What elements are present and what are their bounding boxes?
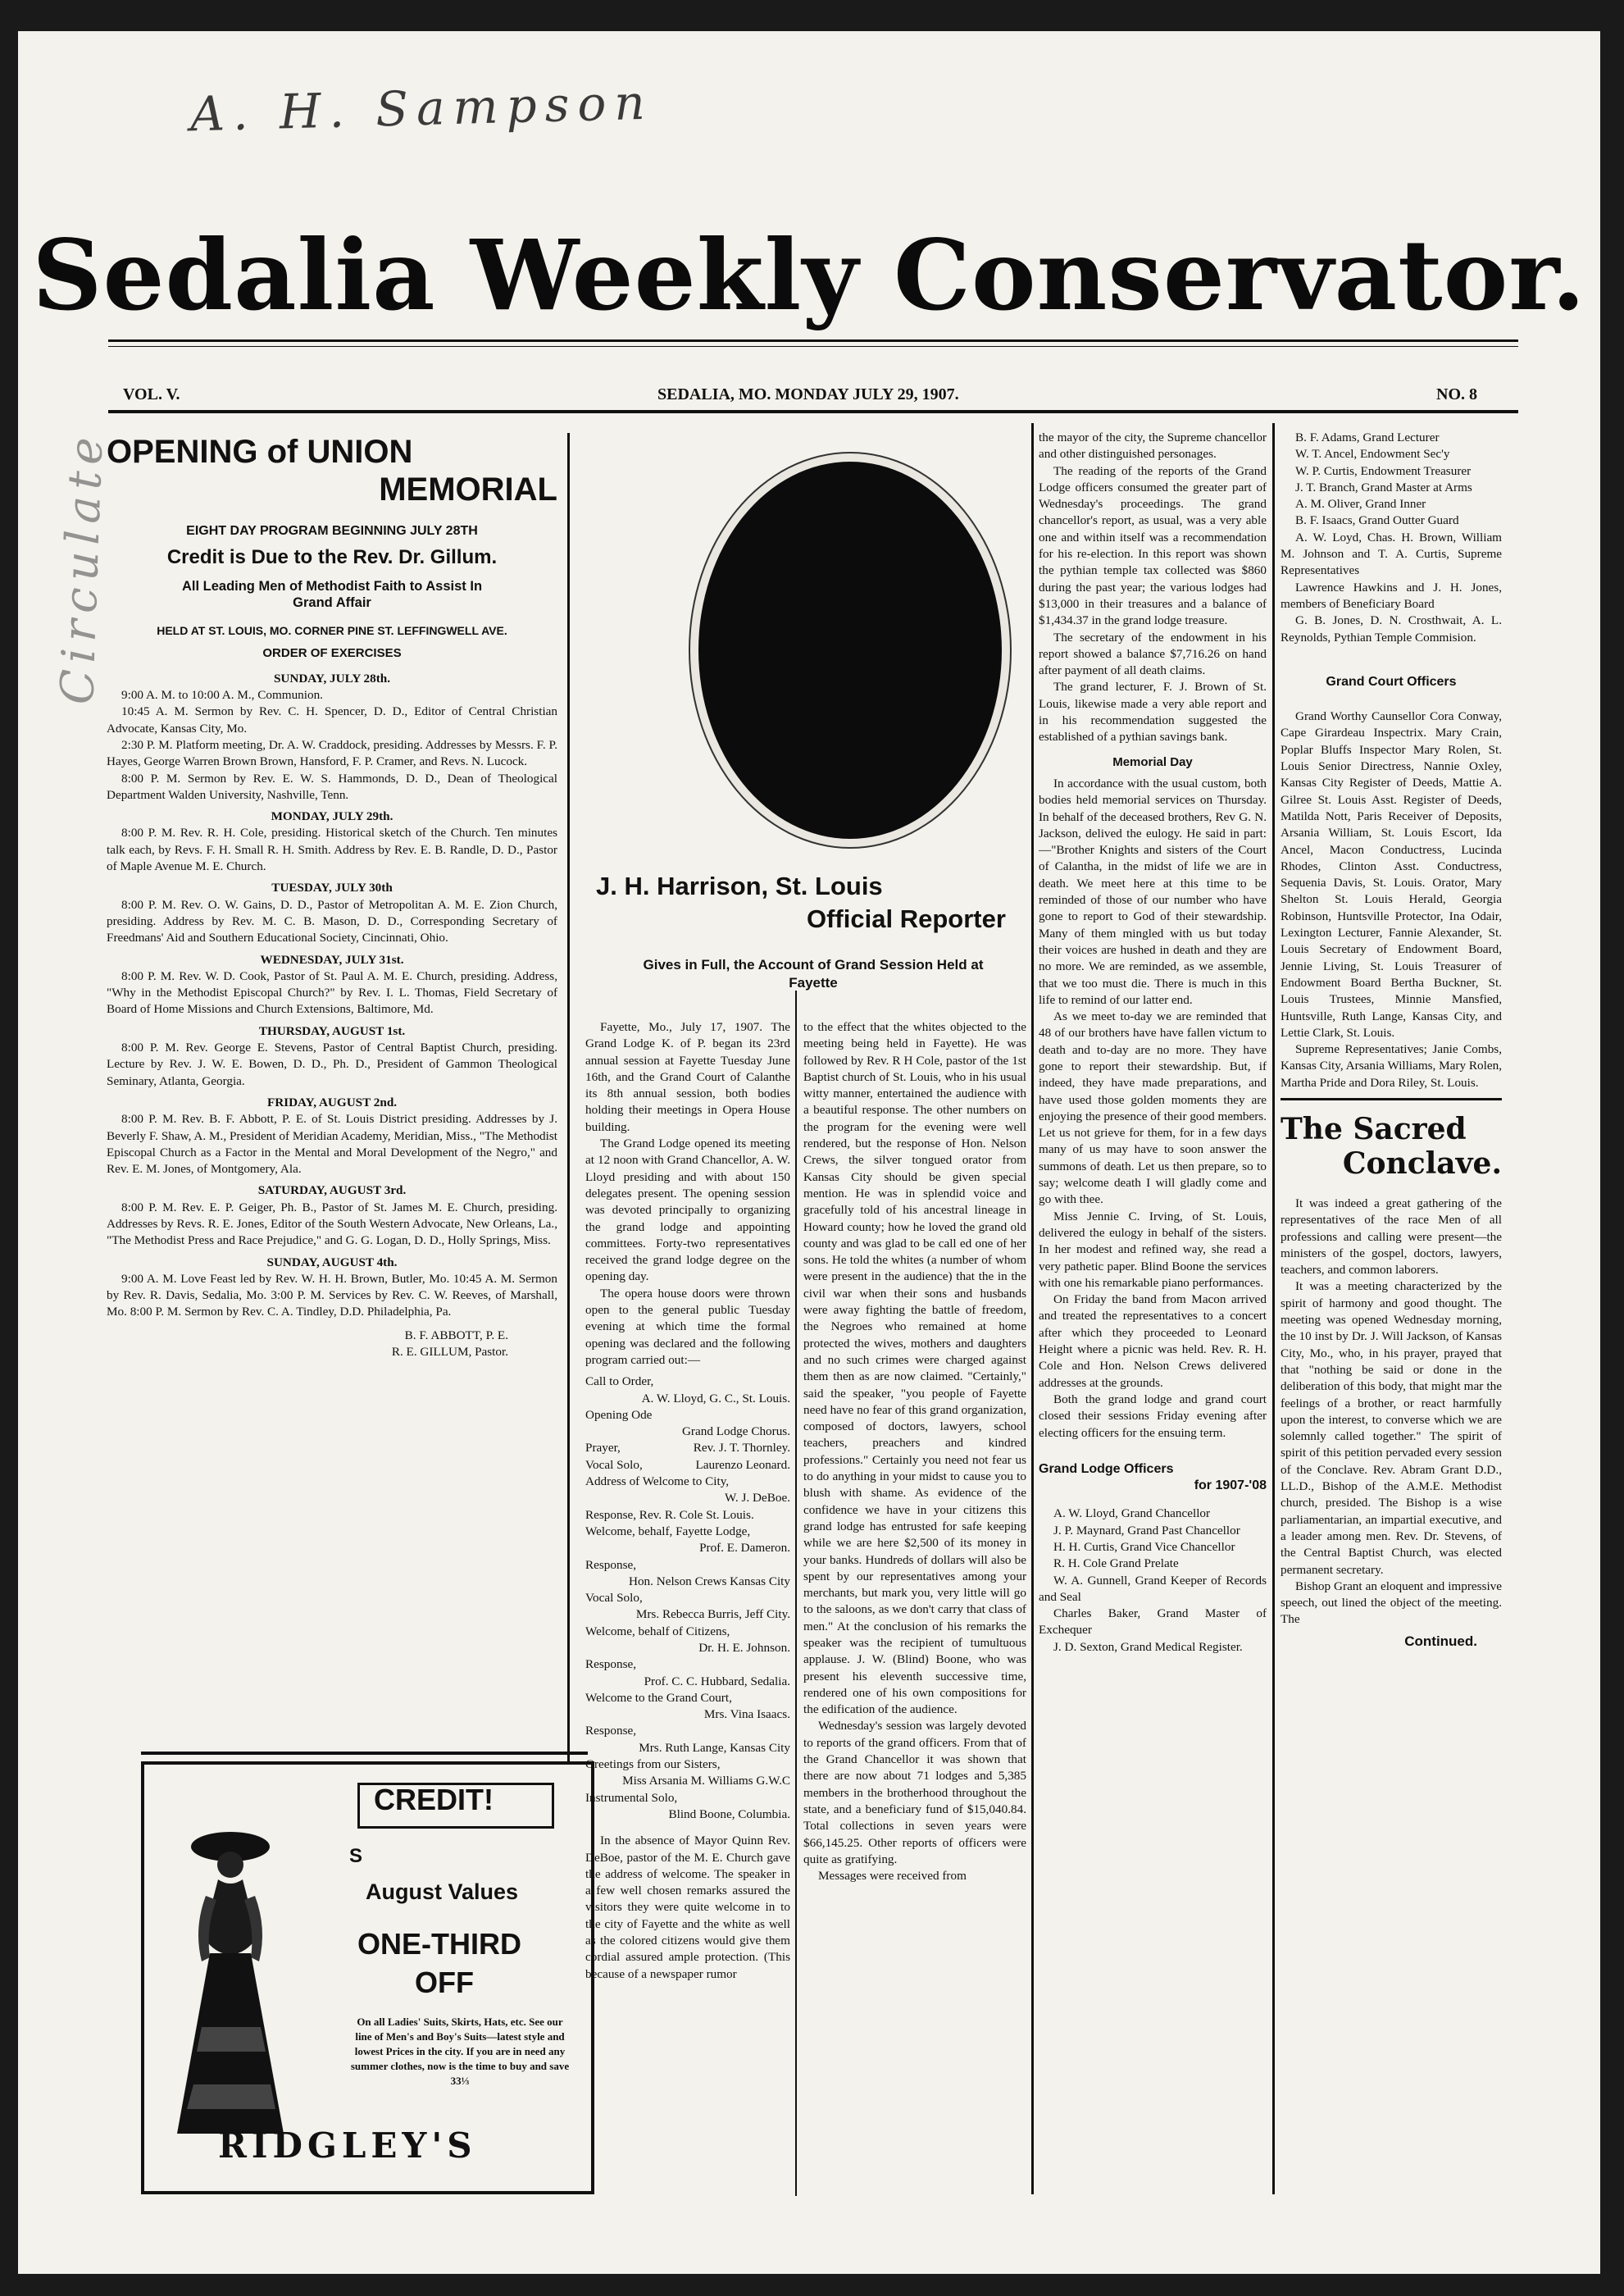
paragraph: The Grand Lodge opened its meeting at 12 noon with Grand Chancellor, A. W. Lloyd presiding and with about 150 delegates present. The opening session was devoted principally to organizing the grand lodge and appointing committees. Forty-two representatives received the grand lodge degree on the opening day. bbox=[585, 1137, 790, 1284]
paragraph: In accordance with the usual custom, both bodies held memorial services on Thursday. In behalf of the deceased brothers, Rev G. N. Jackson, delived the eulogy. He said in part:—"Brother Knights and sisters of the Court of Calantha, in the midst of life we are in death. We meet here at this time to be reminded of those of our number who have gone to report to God of their stewardship. Many of them mingled with us but today their voices are hushed in death and they are no more. We are reminded, as we assemble, that we too must die. There is much in this life to remind of our latter end. bbox=[1039, 776, 1267, 1007]
paragraph: It was indeed a great gathering of the representatives of the race Men of all professions and calling were present—the ministers of the gospel, doctors, lawyers, teachers, and common laborers. bbox=[1281, 1196, 1502, 1278]
masthead-rule-thin bbox=[108, 346, 1518, 347]
paragraph: On Friday the band from Macon arrived and treated the representatives to a concert after which they proceeded to Leonard Height where a picnic was held. Rev. R. H. Cole and Hon. Nelson Crews delivered addresses at the grounds. bbox=[1039, 1292, 1267, 1390]
fashion-lady-illustration bbox=[169, 1814, 292, 2142]
signature: B. F. ABBOTT, P. E. bbox=[404, 1328, 508, 1342]
program-line: Mrs. Ruth Lange, Kansas City bbox=[639, 1740, 790, 1755]
column-rule bbox=[1031, 423, 1034, 2194]
paragraph: Supreme Representatives; Janie Combs, Kansas City, Arsania Williams, Mary Rolen, Martha Pride and Dora Riley, St. Louis. bbox=[1281, 1042, 1502, 1090]
day-heading: TUESDAY, JULY 30th bbox=[271, 881, 393, 895]
issue-number: NO. 8 bbox=[1436, 385, 1477, 403]
dateline: SEDALIA, MO. MONDAY JULY 29, 1907. bbox=[657, 385, 959, 403]
deck: EIGHT DAY PROGRAM BEGINNING JULY 28TH bbox=[186, 524, 478, 538]
article-grand-lodge bbox=[1039, 430, 1267, 2193]
ridgleys-advertisement bbox=[141, 1761, 594, 2194]
article-union-memorial bbox=[107, 433, 557, 1745]
officer: J. D. Sexton, Grand Medical Register. bbox=[1053, 1639, 1243, 1654]
section-heading: Memorial Day bbox=[1112, 754, 1193, 769]
program-line: W. J. DeBoe. bbox=[724, 1491, 790, 1506]
paragraph: In the absence of Mayor Quinn Rev. DeBoe, pastor of the M. E. Church gave the address of welcome. The speaker in a few well chosen remarks assured the visitors they were quite welcome in to the city of Fayette and the white as well as the colored citizens would give them cordial assured ample protection. (This because of a newspaper rumor bbox=[585, 1834, 790, 1981]
program-line: Dr. H. E. Johnson. bbox=[698, 1640, 790, 1655]
officer: Lawrence Hawkins and J. H. Jones, members of Beneficiary Board bbox=[1281, 580, 1502, 611]
paragraph: Messages were received from bbox=[818, 1869, 967, 1884]
program-line: Blind Boone, Columbia. bbox=[668, 1806, 790, 1821]
program-line: Greetings from our Sisters, bbox=[585, 1757, 721, 1772]
program-line: Miss Arsania M. Williams G.W.C bbox=[622, 1774, 790, 1788]
officer: J. P. Maynard, Grand Past Chancellor bbox=[1053, 1523, 1240, 1538]
program-line: Address of Welcome to City, bbox=[585, 1474, 730, 1489]
handwritten-name: A. H. Sampson bbox=[189, 74, 654, 143]
program-line: Opening Ode bbox=[585, 1407, 653, 1422]
paragraph: Grand Worthy Caunsellor Cora Conway, Cape Girardeau Inspectrix. Mary Crain, Poplar Bluffs Inspector Mary Rolen, St. Louis Senior Directress, Nannie Oxley, Kansas City Register of Deeds, Mattie A. Gilree St. Louis Asst. Register of Deeds, Matilda Nott, Paris Receiver of Deposits, Arsania William, St. Louis Escort, Ida Ancel, Macon Conductress, Lucinda Rhodes, Clinton Asst. Conductress, Sequenia Davis, St. Louis. Orator, Mary Shelton St. Louis Herald, Georgia Robinson, Huntsville Protector, Ina Odair, Lexington Lecturer, Fannie Alexander, St. Louis Secretary of Endowment Board, Jennie Living, St. Louis Treasurer of Endowment Board Bertha Buckner, St. Louis Trustees, Minnie Mansfied, Huntsville, Ruth Lange, Kansas City, and Lettie Clark, St. Louis. bbox=[1281, 709, 1502, 1040]
officer: W. P. Curtis, Endowment Treasurer bbox=[1295, 463, 1472, 478]
officer: H. H. Curtis, Grand Vice Chancellor bbox=[1053, 1540, 1235, 1554]
headline: The Sacred bbox=[1281, 1111, 1467, 1146]
newspaper-page bbox=[18, 31, 1600, 2274]
masthead-rule-top bbox=[108, 339, 1518, 342]
ad-offer-line-2: OFF bbox=[415, 1966, 474, 1999]
day-heading: SUNDAY, JULY 28th. bbox=[273, 671, 391, 686]
day-heading: SUNDAY, AUGUST 4th. bbox=[266, 1255, 398, 1269]
program-item: 8:00 P. M. Rev. E. P. Geiger, Ph. B., Pastor of St. James M. E. Church, presiding. Addresses by Revs. R. E. Jones, Editor of the South Western Advocate, New Orleans, La., "The Methodist Press and Race Prejudice," and G. G. Logan, D. D., Holly Springs, Miss. bbox=[107, 1200, 557, 1248]
program-line: Mrs. Rebecca Burris, Jeff City. bbox=[635, 1607, 790, 1622]
program-item: 8:00 P. M. Rev. George E. Stevens, Pastor of Central Baptist Church, presiding. Lecture by Rev. J. W. E. Bowen, D. D., Ph. D., President of Gammon Theological Seminary, Atlanta, Georgia. bbox=[107, 1041, 557, 1088]
program-line: Vocal Solo, bbox=[585, 1591, 643, 1606]
headline-line-2: Conclave. bbox=[1342, 1146, 1502, 1181]
program-item: 10:45 A. M. Sermon by Rev. C. H. Spencer, D. D., Editor of Central Christian Advocate, Kansas City, Mo. bbox=[107, 704, 557, 736]
program-line: Vocal Solo, Laurenzo Leonard. bbox=[585, 1457, 790, 1472]
officer: W. A. Gunnell, Grand Keeper of Records and Seal bbox=[1039, 1573, 1267, 1604]
deck: All Leading Men of Methodist Faith to Assist In Grand Affair bbox=[181, 578, 483, 610]
program-item: 9:00 A. M. to 10:00 A. M., Communion. bbox=[121, 688, 323, 703]
program-item: 9:00 A. M. Love Feast led by Rev. W. H. H. Brown, Butler, Mo. 10:45 A. M. Sermon by Rev. R. Davis, Sedalia, Mo. 3:00 P. M. Services by Rev. C. W. Reeves, of Marshall, Mo. 8:00 P. M. Sermon by Rev. C. A. Tindley, D.D. Philadelphia, Pa. bbox=[107, 1271, 557, 1319]
officer: Charles Baker, Grand Master of Exchequer bbox=[1039, 1606, 1267, 1638]
ad-credit-box bbox=[357, 1783, 554, 1829]
officer: A. W. Loyd, Chas. H. Brown, William M. Johnson and T. A. Curtis, Supreme Representatives bbox=[1281, 530, 1502, 578]
program-line: Grand Lodge Chorus. bbox=[681, 1424, 790, 1439]
masthead-rule-bottom bbox=[108, 410, 1518, 413]
officer: R. H. Cole Grand Prelate bbox=[1053, 1556, 1179, 1571]
day-heading: FRIDAY, AUGUST 2nd. bbox=[266, 1095, 398, 1109]
ad-letter: S bbox=[349, 1845, 363, 1867]
day-heading: SATURDAY, AUGUST 3rd. bbox=[257, 1183, 407, 1198]
ad-values: August Values bbox=[366, 1879, 519, 1904]
ad-store-name: RIDGLEY'S bbox=[218, 2125, 477, 2166]
program-item: 8:00 P. M. Sermon by Rev. E. W. S. Hammonds, D. D., Dean of Theological Department Walden University, Nashville, Tenn. bbox=[107, 771, 557, 802]
section-heading: ORDER OF EXERCISES bbox=[262, 646, 402, 661]
program-line: Call to Order, bbox=[585, 1374, 654, 1389]
program-item: 8:00 P. M. Rev. W. D. Cook, Pastor of St. Paul A. M. E. Church, presiding. Address, "Why in the Methodist Episcopal Church?" by Rev. I. L. Thomas, Field Secretary of Board of Home Missions and Church Extensions, Baltimore, Md. bbox=[107, 968, 557, 1017]
article-harrison-left bbox=[585, 1019, 790, 2192]
day-heading: WEDNESDAY, JULY 31st. bbox=[260, 952, 404, 967]
program-line: Mrs. Vina Isaacs. bbox=[703, 1707, 790, 1722]
headline-line-2: Official Reporter bbox=[807, 904, 1006, 933]
officer: G. B. Jones, D. N. Crosthwait, A. L. Reynolds, Pythian Temple Commision. bbox=[1281, 613, 1502, 645]
officer: J. T. Branch, Grand Master at Arms bbox=[1295, 480, 1472, 494]
program-line: Response, bbox=[585, 1724, 637, 1738]
column-rule bbox=[795, 991, 797, 2196]
program-line: A. W. Lloyd, G. C., St. Louis. bbox=[641, 1391, 790, 1405]
paragraph: Both the grand lodge and grand court closed their sessions Friday evening after electing officers for the ensuing term. bbox=[1039, 1392, 1267, 1440]
ad-credit: CREDIT! bbox=[374, 1783, 494, 1816]
program-line: Prof. E. Dameron. bbox=[699, 1541, 790, 1556]
handwritten-margin-note: Circulate bbox=[51, 430, 114, 706]
day-heading: THURSDAY, AUGUST 1st. bbox=[258, 1023, 406, 1038]
ad-offer: ONE-THIRD bbox=[357, 1927, 521, 1961]
continued-note: Continued. bbox=[1404, 1633, 1477, 1649]
program-list bbox=[585, 1374, 790, 1823]
headline: OPENING of UNION bbox=[107, 434, 413, 470]
subheadline: Credit is Due to the Rev. Dr. Gillum. bbox=[166, 546, 498, 569]
section-heading-line-2: for 1907-'08 bbox=[1194, 1478, 1267, 1493]
program-line: Prayer, Rev. J. T. Thornley. bbox=[585, 1441, 790, 1456]
paragraph: Bishop Grant an eloquent and impressive speech, out lined the object of the meeting. The bbox=[1281, 1578, 1502, 1627]
paragraph: Wednesday's session was largely devoted to reports of the grand officers. From that of the Grand Chancellor it was shown that there are now about 71 lodges and 5,385 members in the brotherhood throughout the state, and a beneficiary fund of $15,040.84. Total collections in seven years were $66,145.25. Other reports of officers were quite as gratifying. bbox=[803, 1719, 1026, 1866]
masthead-title: Sedalia Weekly Conservator. bbox=[32, 218, 1586, 332]
program-line: Hon. Nelson Crews Kansas City bbox=[629, 1574, 790, 1588]
officer: W. T. Ancel, Endowment Sec'y bbox=[1295, 447, 1450, 462]
location-line: HELD AT ST. LOUIS, MO. CORNER PINE ST. LEFFINGWELL AVE. bbox=[157, 624, 507, 638]
officer: B. F. Isaacs, Grand Outter Guard bbox=[1295, 513, 1459, 528]
day-heading: MONDAY, JULY 29th. bbox=[271, 809, 393, 824]
program-line: Welcome to the Grand Court, bbox=[585, 1690, 732, 1705]
program-item: 8:00 P. M. Rev. R. H. Cole, presiding. Historical sketch of the Church. Ten minutes talk each, by Revs. F. H. Small R. H. Smith. Address by Rev. E. B. Randle, D. D., Pastor of Maple Avenue M. E. Church. bbox=[107, 826, 557, 874]
deck: Gives in Full, the Account of Grand Session Held at Fayette bbox=[643, 957, 984, 991]
section-rule bbox=[1281, 1098, 1502, 1100]
headline: J. H. Harrison, St. Louis bbox=[596, 872, 883, 900]
program-item: 8:00 P. M. Rev. O. W. Gains, D. D., Pastor of Metropolitan A. M. E. Zion Church, presiding. Address by Rev. M. C. B. Mason, D. D., Corresponding Secretary of Freedmans' Aid and Southern Educational Society, Cincinnati, Ohio. bbox=[107, 897, 557, 945]
signature: R. E. GILLUM, Pastor. bbox=[391, 1345, 508, 1360]
article-grand-court bbox=[1281, 430, 1502, 2193]
column-rule bbox=[1272, 423, 1275, 2194]
program-line: Welcome, behalf of Citizens, bbox=[585, 1624, 730, 1638]
officer: A. M. Oliver, Grand Inner bbox=[1295, 497, 1426, 512]
paragraph: The secretary of the endowment in his report showed a balance $7,716.26 on hand after payment of all death claims. bbox=[1039, 630, 1267, 678]
program-line: Response, bbox=[585, 1557, 637, 1572]
program-item: 8:00 P. M. Rev. B. F. Abbott, P. E. of St. Louis District presiding. Addresses by J. Beverly F. Shaw, A. M., President of Meridian Academy, Meridian, Miss., "The Methodist Episcopal Church as a Factor in the Mental and Moral Development of the Negro," and Rev. E. M. Jones, of Montgomery, Ala. bbox=[107, 1112, 557, 1177]
volume-number: VOL. V. bbox=[123, 385, 180, 403]
ad-rule bbox=[141, 1752, 588, 1755]
headline-line-2: MEMORIAL bbox=[379, 472, 557, 508]
program-line: Instrumental Solo, bbox=[585, 1790, 678, 1805]
program-line: Welcome, behalf, Fayette Lodge, bbox=[585, 1524, 751, 1538]
paragraph: the mayor of the city, the Supreme chancellor and other distinguished personages. bbox=[1039, 430, 1267, 462]
program-line: Response, Rev. R. Cole St. Louis. bbox=[585, 1507, 754, 1522]
section-heading: Grand Lodge Officers bbox=[1039, 1461, 1174, 1476]
program-item: 2:30 P. M. Platform meeting, Dr. A. W. Craddock, presiding. Addresses by Messrs. F. P. Hayes, George Warren Brown Brown, Hansford, F. P. Cramer, and Revs. N. Lucock. bbox=[107, 737, 557, 769]
officer: A. W. Lloyd, Grand Chancellor bbox=[1053, 1506, 1211, 1521]
paragraph: Fayette, Mo., July 17, 1907. The Grand Lodge K. of P. began its 23rd annual session at Fayette Tuesday June 16th, and the Grand Court of Calanthe its 8th annual session, both bodies holding their meetings in Opera House building. bbox=[585, 1020, 790, 1134]
paragraph: The opera house doors were thrown open to the general public Tuesday evening at which time the formal opening was declared and the following program carried out:— bbox=[585, 1286, 790, 1367]
portrait-photo bbox=[690, 453, 1010, 847]
ad-body: On all Ladies' Suits, Skirts, Hats, etc. See our line of Men's and Boy's Suits—latest style and lowest Prices in the city. If you are in need any summer clothes, now is the time to buy and save 33⅓ bbox=[350, 2016, 570, 2087]
paragraph: The grand lecturer, F. J. Brown of St. Louis, likewise made a very able report and in his recommendation suggested the established of a pythian savings bank. bbox=[1039, 680, 1267, 745]
paragraph: The reading of the reports of the Grand Lodge officers consumed the greater part of Wednesday's proceedings. The grand chancellor's report, as usual, was a very able one and within itself was a recommendation for his re-election. In this report was shown the pythian temple tax collected was $860 during the past year; the various lodges had $13,000 in their treasures and a balance of $1,434.37 in the grand lodge treasure. bbox=[1039, 463, 1267, 628]
program-line: Response, bbox=[585, 1657, 637, 1672]
paragraph: Miss Jennie C. Irving, of St. Louis, delivered the eulogy in behalf of the sisters. In her modest and refined way, she read a very pathetic paper. Blind Boone the services with one his remarkable piano performances. bbox=[1039, 1209, 1267, 1290]
paragraph: As we meet to-day we are reminded that 48 of our brothers have have fallen victum to death and to-day are no more. They have gone to report their stewardship. But, if indeed, they have made preparations, and have used those golden moments they are enjoying the presence of their good members. Let us not grieve for them, for in a few days many of us may have to soon answer the summons of death. Let us then prepare, so to say; welcome death I will gladly come and go with thee. bbox=[1039, 1009, 1267, 1207]
program-line: Prof. C. C. Hubbard, Sedalia. bbox=[644, 1674, 790, 1688]
article-harrison-right bbox=[803, 1019, 1026, 2192]
paragraph: to the effect that the whites objected to the meeting being held in Fayette). He was followed by Rev. R H Cole, pastor of the 1st Baptist church of St. Louis, who in his usual witty manner, entertained the audience with a beautiful response. The other numbers on the program for the evening were well rendered, but the response of Hon. Nelson Crews, the silver tongued orator from Kansas City should be given special mention. He was in splendid voice and gracefully told of his ancestral lineage in Howard county; how he loved the grand old county and was glad to be call ed one of her sons. He told the whites (a number of whom were present in the audience) that the in the civil war when their sons and husbands were away fighting the battle of freedom, the Negroes who remained at home protected the wives, mothers and daughters and no such crimes were charged against them then as are now claimed. "Certainly," said the speaker, "you people of Fayette need have no fear of this grand organization, composed of doctors, lawyers, school teachers, preachers and kindred professions." Certainly you need not fear us to do anything in your midst to cause you to blush with shame. As evidence of the confidence we have in your citizens this grand lodge has entrusted for safe keeping while we are here $2,500 of its money in your banks. Hundreds of dollars will also be spent by our representatives among your merchants, but mark you, very little will go to the saloons, as we don't carry that class of men." At the conclusion of his remarks the speaker was the recipient of tumultuous applause. J. W. (Blind) Boone, who was present his eleventh successive time, rendered one of his own compositions for the edification of the audience. bbox=[803, 1020, 1026, 1717]
officer: B. F. Adams, Grand Lecturer bbox=[1295, 430, 1440, 444]
section-heading: Grand Court Officers bbox=[1326, 674, 1457, 689]
paragraph: It was a meeting characterized by the spirit of harmony and good thought. The meeting was opened Wednesday morning, the 10 inst by Dr. J. Will Jackson, of Kansas City, Mo., who, in his prayer, prayed that that "nothing be said or done in the deliberation of this body, that might mar the feelings of a brother, or react harmfully upon the interest, to converse which we are solemnly called together." The spirit of spirit of this petition pervaded every session of the Conclave. Rev. Abram Grant D.D., LL.D., Bishop of the A.M.E. Methodist church, presided. The Bishop is a wise parliamentarian, an impartial executive, and a leader among men. Rev. Dr. Stevens, of the Central Baptist Church, was elected permanent secretary. bbox=[1281, 1279, 1502, 1577]
